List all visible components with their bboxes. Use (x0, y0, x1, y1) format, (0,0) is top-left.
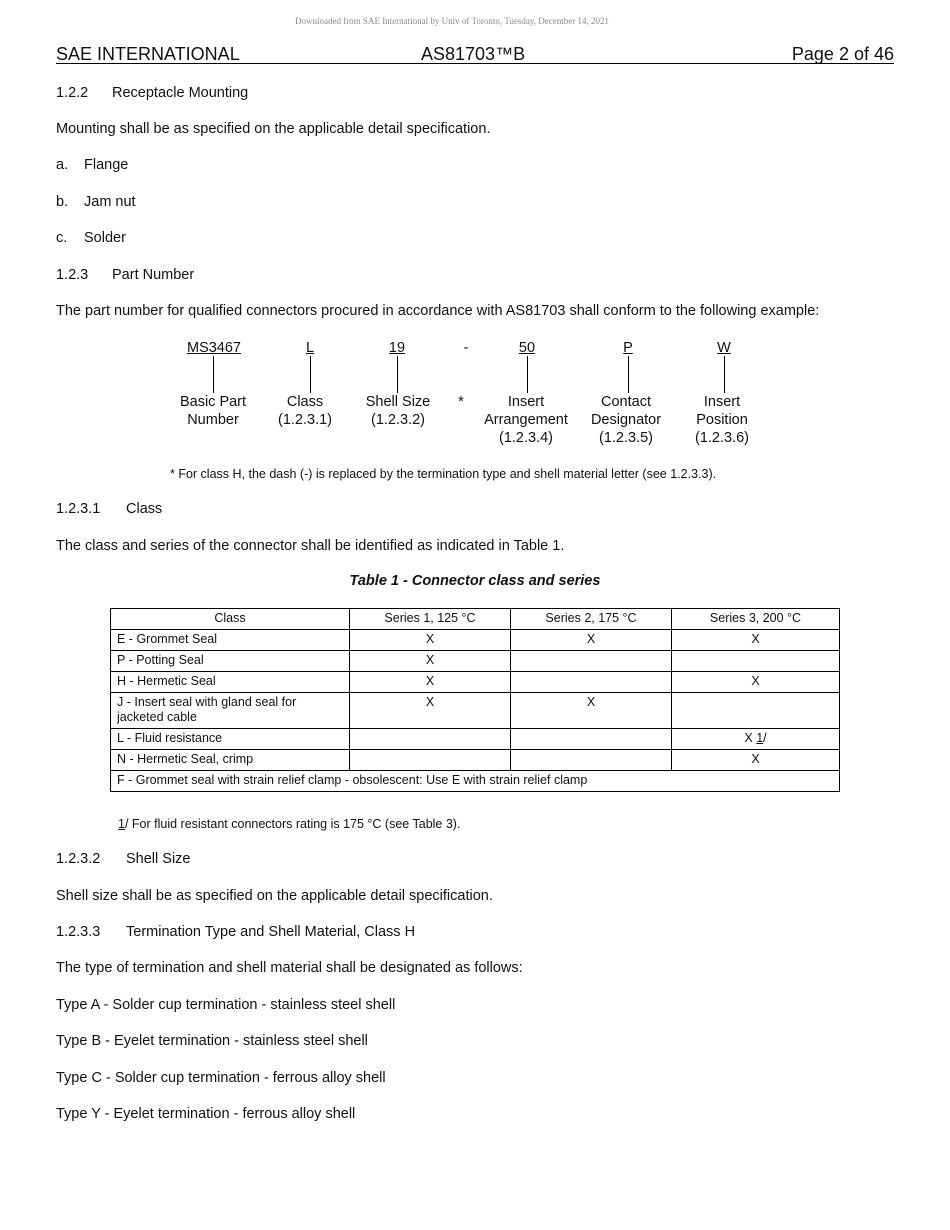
part-code-shell-size: 19 (388, 340, 406, 356)
section-title: Part Number (112, 267, 195, 283)
part-number-footnote: * For class H, the dash (-) is replaced by the termination type and shell material letter (see 1.2.3.3). (170, 467, 717, 481)
list-item (56, 229, 126, 247)
section-heading-1-2-3 (56, 266, 194, 284)
section-title: Shell Size (126, 851, 191, 867)
section-number: 1.2.3.3 (56, 924, 101, 940)
label-line: Insert (507, 394, 545, 410)
part-label-insert-position (682, 393, 762, 447)
table-row (111, 651, 840, 672)
label-line: (1.2.3.1) (278, 412, 332, 428)
part-label-shell-size (353, 393, 443, 429)
table-cell: X (672, 750, 840, 771)
section-number: 1.2.3.1 (56, 501, 101, 517)
table-cell: X (350, 672, 511, 693)
table-row (111, 771, 840, 792)
part-code-contact: P (623, 340, 633, 356)
table-cell: X (672, 630, 840, 651)
table-row (111, 672, 840, 693)
table-row (111, 729, 840, 750)
leader-line (397, 356, 398, 393)
label-line: Shell Size (365, 394, 431, 410)
paragraph: The type of termination and shell material shall be designated as follows: (56, 960, 523, 976)
label-line: Designator (590, 412, 662, 428)
label-line: Contact (601, 394, 651, 410)
part-code-dash: - (463, 340, 469, 356)
column-header: Series 3, 200 °C (672, 609, 840, 630)
table-cell (511, 651, 672, 672)
table-note-mark: 1 (118, 817, 125, 831)
table-cell (511, 729, 672, 750)
table-row (111, 630, 840, 651)
label-line: (1.2.3.6) (695, 430, 749, 446)
part-label-contact (581, 393, 671, 447)
list-letter: c. (56, 230, 68, 246)
list-text: Jam nut (84, 194, 136, 210)
part-label-class (265, 393, 345, 429)
table-row (111, 693, 840, 729)
part-label-asterisk (451, 393, 471, 411)
paragraph: The part number for qualified connectors procured in accordance with AS81703 shall conform to the following example: (56, 303, 820, 319)
part-code-class: L (305, 340, 315, 356)
paragraph: Mounting shall be as specified on the applicable detail specification. (56, 121, 491, 137)
label-line: Position (696, 412, 748, 428)
table-cell (672, 693, 840, 729)
footnote-reference-slash: / (763, 731, 767, 745)
table-cell: P - Potting Seal (111, 651, 350, 672)
label-line: Insert (703, 394, 741, 410)
column-header: Series 2, 175 °C (511, 609, 672, 630)
termination-type: Type Y - Eyelet termination - ferrous alloy shell (56, 1106, 356, 1122)
table-caption: Table 1 - Connector class and series (349, 573, 601, 589)
part-label-basic (163, 393, 263, 429)
connector-class-table (110, 608, 840, 792)
table-cell (350, 729, 511, 750)
label-line: Basic Part (179, 394, 247, 410)
list-text: Solder (84, 230, 126, 246)
table-cell: J - Insert seal with gland seal for jacketed cable (111, 693, 350, 729)
header-page-number: Page 2 of 46 (791, 44, 894, 64)
header-document-id: AS81703™B (421, 44, 526, 64)
part-code-insert-arrangement: 50 (518, 340, 536, 356)
table-cell: N - Hermetic Seal, crimp (111, 750, 350, 771)
part-code-basic: MS3467 (186, 340, 241, 356)
leader-line (527, 356, 528, 393)
section-heading-1-2-3-2 (56, 850, 190, 868)
termination-type: Type A - Solder cup termination - stainless steel shell (56, 997, 396, 1013)
section-title: Receptacle Mounting (112, 85, 249, 101)
table-cell: X (350, 693, 511, 729)
part-label-insert-arrangement (476, 393, 576, 447)
list-item (56, 156, 128, 174)
header-publisher: SAE INTERNATIONAL (56, 44, 240, 64)
table-header-row (111, 609, 840, 630)
section-number: 1.2.3.2 (56, 851, 101, 867)
section-heading-1-2-3-1 (56, 500, 162, 518)
leader-line (213, 356, 214, 393)
table-cell: H - Hermetic Seal (111, 672, 350, 693)
paragraph: Shell size shall be as specified on the applicable detail specification. (56, 888, 493, 904)
table-cell (672, 651, 840, 672)
section-title: Termination Type and Shell Material, Class H (126, 924, 416, 940)
table-row (111, 750, 840, 771)
table-note-text: / For fluid resistant connectors rating is 175 °C (see Table 3). (124, 817, 461, 831)
table-cell: E - Grommet Seal (111, 630, 350, 651)
cell-value: X (744, 731, 757, 745)
table-cell (350, 750, 511, 771)
label-line: (1.2.3.2) (371, 412, 425, 428)
section-title: Class (126, 501, 163, 517)
leader-line (310, 356, 311, 393)
paragraph: The class and series of the connector shall be identified as indicated in Table 1. (56, 538, 565, 554)
table-cell (511, 750, 672, 771)
header-rule (56, 63, 894, 64)
table-cell: X (350, 651, 511, 672)
table-cell-span: F - Grommet seal with strain relief clamp - obsolescent: Use E with strain relief clamp (111, 771, 840, 792)
termination-type: Type C - Solder cup termination - ferrous alloy shell (56, 1070, 386, 1086)
part-code-insert-position: W (717, 340, 731, 356)
label-line: Arrangement (484, 412, 568, 428)
label-line: (1.2.3.4) (499, 430, 553, 446)
table-cell (672, 729, 840, 750)
download-watermark: Downloaded from SAE International by Univ of Toronto, Tuesday, December 14, 2021 (294, 16, 610, 26)
list-text: Flange (84, 157, 129, 173)
section-heading-1-2-3-3 (56, 923, 415, 941)
label-line: (1.2.3.5) (599, 430, 653, 446)
table-cell: X (511, 693, 672, 729)
footnote-reference: 1 (756, 731, 764, 745)
section-heading-1-2-2 (56, 84, 248, 102)
list-letter: b. (56, 194, 69, 210)
label-line: * (458, 394, 464, 410)
table-cell (511, 672, 672, 693)
leader-line (628, 356, 629, 393)
table-cell: X (511, 630, 672, 651)
leader-line (724, 356, 725, 393)
table-note (118, 815, 460, 833)
list-item (56, 193, 136, 211)
column-header: Class (111, 609, 350, 630)
label-line: Class (286, 394, 324, 410)
label-line: Number (187, 412, 239, 428)
list-letter: a. (56, 157, 69, 173)
column-header: Series 1, 125 °C (350, 609, 511, 630)
section-number: 1.2.2 (56, 85, 89, 101)
table-cell: L - Fluid resistance (111, 729, 350, 750)
termination-type: Type B - Eyelet termination - stainless steel shell (56, 1033, 368, 1049)
table-cell: X (672, 672, 840, 693)
table-cell: X (350, 630, 511, 651)
section-number: 1.2.3 (56, 267, 89, 283)
